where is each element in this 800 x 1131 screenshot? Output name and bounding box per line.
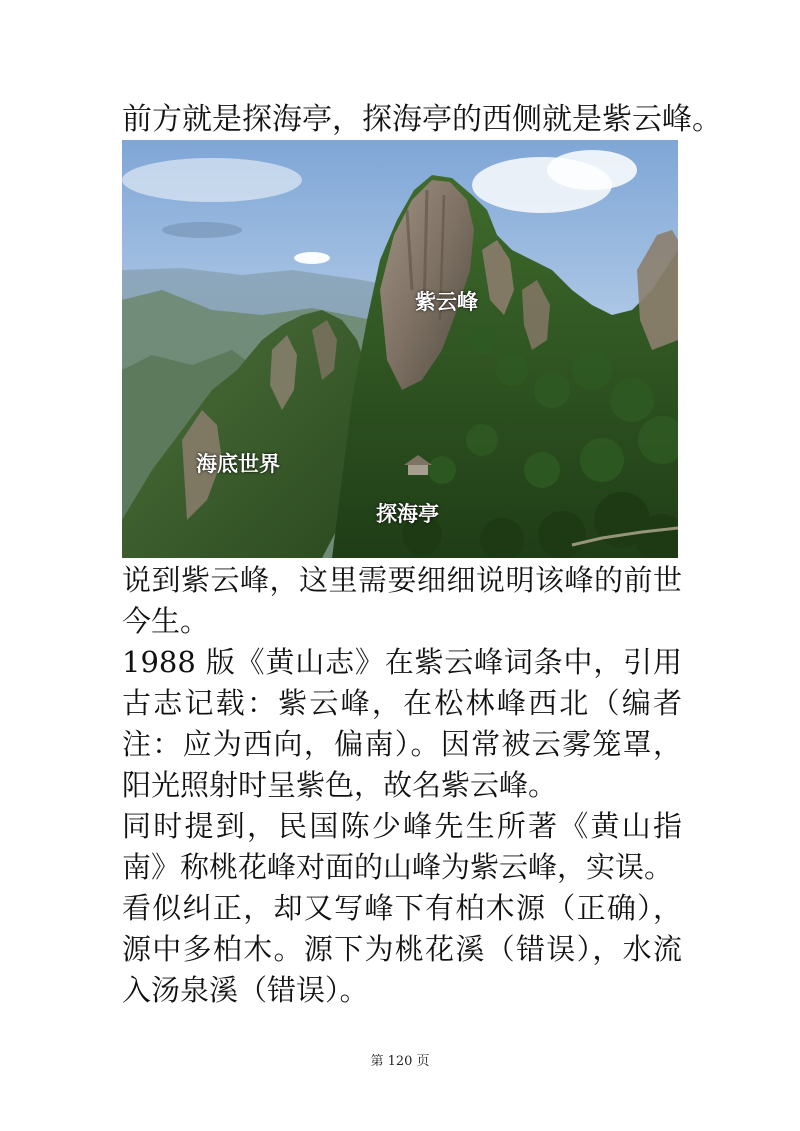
photo-label-haidi-shijie: 海底世界	[196, 452, 280, 476]
body-text	[122, 560, 682, 1011]
mountain-photo	[122, 140, 678, 558]
paragraph-3: 同时提到，民国陈少峰先生所著《黄山指南》称桃花峰对面的山峰为紫云峰，实误。	[122, 809, 682, 884]
paragraph-4: 看似纠正，却又写峰下有柏木源（正确），源中多柏木。源下为桃花溪（错误），水流入汤泉溪（错误）。	[122, 891, 682, 1007]
section-heading: 前方就是探海亭，探海亭的西侧就是紫云峰。	[122, 102, 722, 137]
page-number: 第 120 页	[370, 1054, 430, 1069]
paragraph-1: 说到紫云峰，这里需要细细说明该峰的前世今生。	[122, 563, 682, 638]
paragraph-2: 1988 版《黄山志》在紫云峰词条中，引用古志记载：紫云峰，在松林峰西北（编者注：应为西向，偏南）。因常被云雾笼罩，阳光照射时呈紫色，故名紫云峰。	[122, 645, 682, 802]
mountain-photo-illustration	[122, 140, 678, 558]
photo-label-tanhai-pavilion: 探海亭	[376, 502, 439, 526]
photo-label-ziyun-peak: 紫云峰	[415, 290, 478, 314]
